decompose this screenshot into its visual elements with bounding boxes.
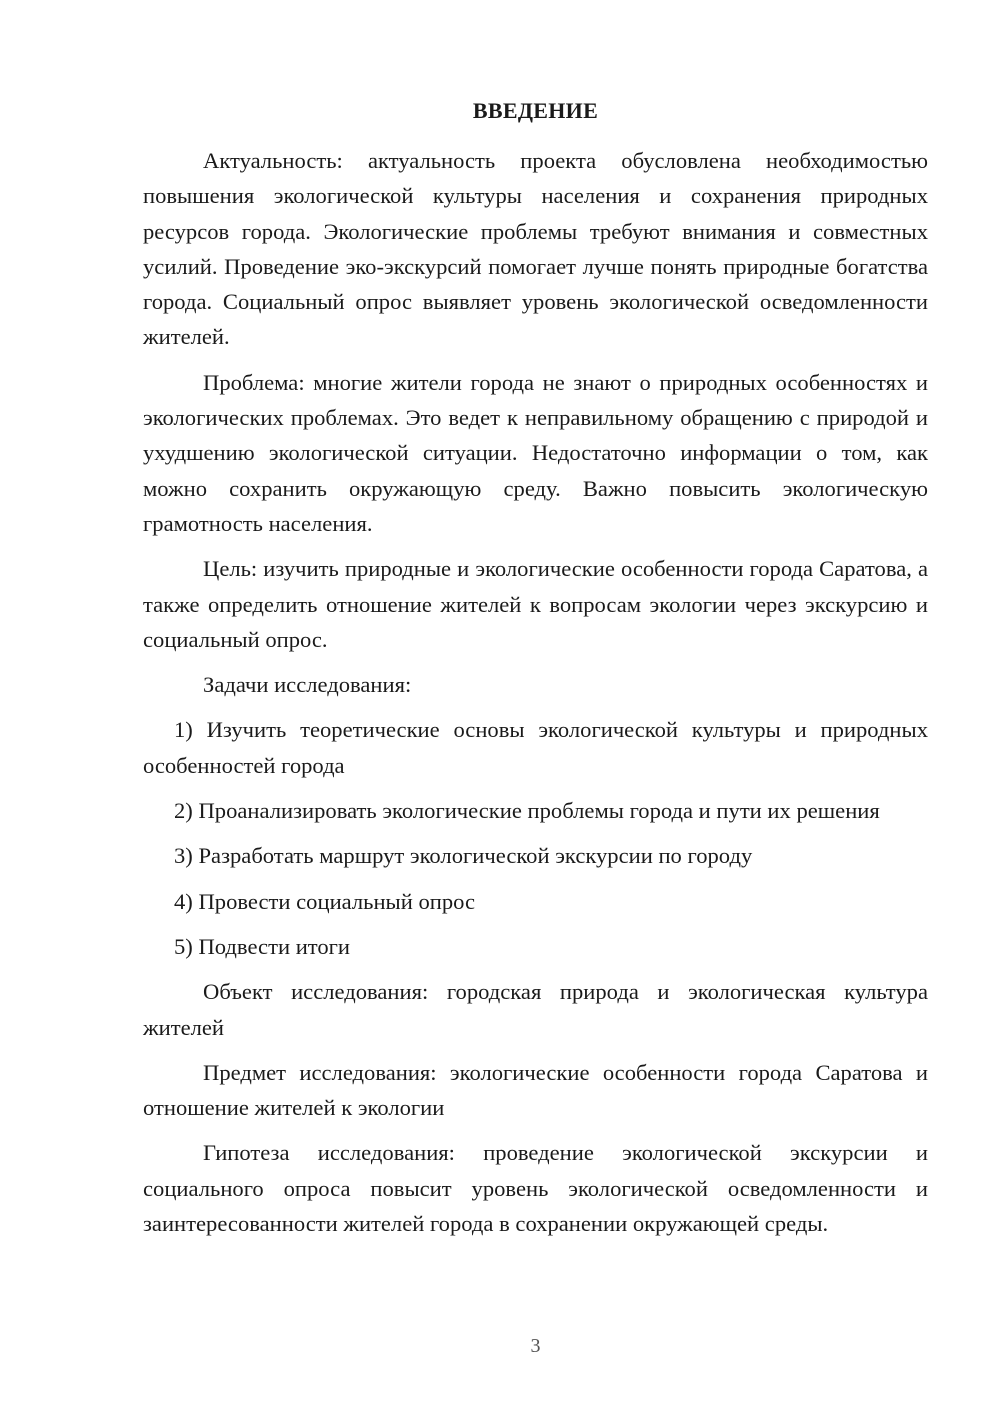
paragraph-subject: Предмет исследования: экологические особенности города Саратова и отношение жителей к экологии — [143, 1059, 928, 1121]
task-item-2: 2) Проанализировать экологические проблемы города и пути их решения — [174, 798, 880, 824]
paragraph-hypothesis: Гипотеза исследования: проведение экологической экскурсии и социального опроса повысит уровень экологической осведомленности и заинтересованности жителей города в сохранении окружающей среды. — [143, 1140, 928, 1237]
paragraph-problem: Проблема: многие жители города не знают о природных особенностях и экологических проблемах. Это ведет к неправильному обращению с природой и ухудшению экологической ситуации. Недостаточно информации о том, как можно сохранить окружающую среду. Важно повысить экологическую грамотность населения. — [143, 369, 928, 536]
task-item-1: 1) Изучить теоретические основы экологической культуры и природных особенностей города — [143, 717, 928, 778]
task-item-5: 5) Подвести итоги — [174, 933, 351, 959]
task-item-4: 4) Провести социальный опрос — [174, 888, 476, 914]
page-title: ВВЕДЕНИЕ — [472, 98, 599, 123]
paragraph-object: Объект исследования: городская природа и экологическая культура жителей — [143, 979, 928, 1040]
document-page — [143, 0, 928, 1414]
task-item-3: 3) Разработать маршрут экологической экскурсии по городу — [174, 843, 753, 869]
paragraph-tasks-heading: Задачи исследования: — [203, 672, 412, 698]
paragraph-goal: Цель: изучить природные и экологические особенности города Саратова, а также определить отношение жителей к вопросам экологии через экскурсию и социальный опрос. — [143, 556, 928, 652]
document-body — [143, 143, 928, 1251]
page-number: 3 — [530, 1335, 541, 1357]
paragraph-relevance: Актуальность: актуальность проекта обусловлена необходимостью повышения экологической культуры населения и сохранения природных ресурсов города. Экологические проблемы требуют внимания и совместных усилий. Проведение эко-экскурсий помогает лучше понять природные богатства города. Социальный опрос выявляет уровень экологической осведомленности жителей. — [143, 148, 928, 350]
